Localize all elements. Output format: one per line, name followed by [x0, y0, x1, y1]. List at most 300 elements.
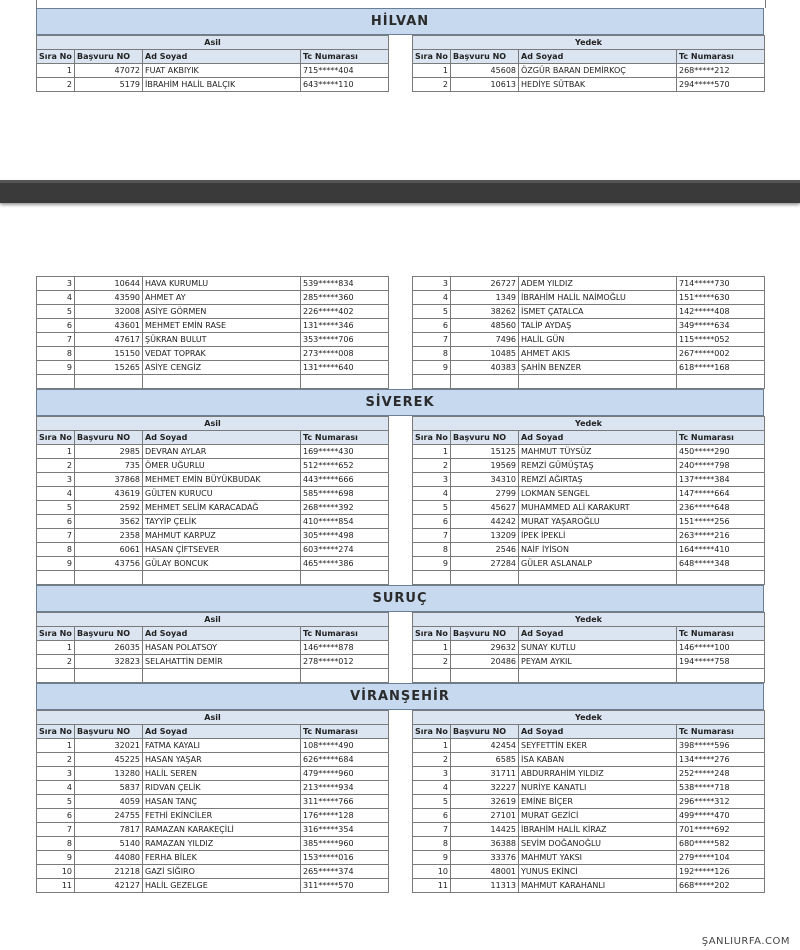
cell-sira-no: 5 — [37, 501, 75, 515]
cell-tc-numarasi: 169*****430 — [301, 445, 389, 459]
cell-sira-no: 6 — [413, 319, 451, 333]
cell-basvuru-no: 15125 — [451, 445, 519, 459]
cell-ad-soyad: İBRAHİM HALİL BALÇIK — [143, 78, 301, 92]
cell-tc-numarasi: 252*****248 — [677, 767, 765, 781]
cell-basvuru-no: 15265 — [75, 361, 143, 375]
cell-sira-no: 8 — [37, 347, 75, 361]
col-basvuru-no: Başvuru NO — [451, 725, 519, 739]
cell-basvuru-no: 2592 — [75, 501, 143, 515]
cell-ad-soyad: ÖMER UĞURLU — [143, 459, 301, 473]
cell-sira-no: 3 — [37, 473, 75, 487]
col-basvuru-no: Başvuru NO — [75, 725, 143, 739]
cell-ad-soyad: ÖZGÜR BARAN DEMİRKOÇ — [519, 64, 677, 78]
cell-tc-numarasi: 353*****706 — [301, 333, 389, 347]
cell-sira-no: 10 — [37, 865, 75, 879]
table-row — [413, 473, 765, 487]
group-header: Asil — [37, 613, 389, 627]
cell-sira-no: 5 — [413, 501, 451, 515]
table-row — [413, 361, 765, 375]
cell-sira-no: 2 — [37, 753, 75, 767]
table-row — [413, 655, 765, 669]
cell-ad-soyad: AHMET AKIS — [519, 347, 677, 361]
cell-ad-soyad: GAZİ SİĞIRO — [143, 865, 301, 879]
group-header: Yedek — [413, 711, 765, 725]
cell-tc-numarasi: 603*****274 — [301, 543, 389, 557]
cell-sira-no: 11 — [37, 879, 75, 893]
cell-ad-soyad: SELAHATTİN DEMİR — [143, 655, 301, 669]
cell-sira-no: 4 — [413, 487, 451, 501]
cell-basvuru-no: 3562 — [75, 515, 143, 529]
cell-tc-numarasi: 349*****634 — [677, 319, 765, 333]
hilvan-asil-table — [36, 35, 388, 92]
cell-ad-soyad: FERHA BİLEK — [143, 851, 301, 865]
cell-tc-numarasi: 279*****104 — [677, 851, 765, 865]
cell-ad-soyad: HEDİYE SÜTBAK — [519, 78, 677, 92]
cell-tc-numarasi: 285*****360 — [301, 291, 389, 305]
col-tc-numarasi: Tc Numarası — [677, 50, 765, 64]
table-row — [413, 557, 765, 571]
cell-tc-numarasi: 151*****256 — [677, 515, 765, 529]
cell-ad-soyad: HAVA KURUMLU — [143, 277, 301, 291]
col-tc-numarasi: Tc Numarası — [677, 627, 765, 641]
cell-ad-soyad: PEYAM AYKIL — [519, 655, 677, 669]
cell-tc-numarasi: 194*****758 — [677, 655, 765, 669]
cell-tc-numarasi: 131*****346 — [301, 319, 389, 333]
col-basvuru-no: Başvuru NO — [451, 431, 519, 445]
cell-tc-numarasi: 267*****002 — [677, 347, 765, 361]
section-title-hilvan: HİLVAN — [36, 8, 764, 35]
col-basvuru-no: Başvuru NO — [75, 50, 143, 64]
cell-tc-numarasi: 294*****570 — [677, 78, 765, 92]
section-viransehir — [36, 683, 764, 893]
cell-basvuru-no: 1349 — [451, 291, 519, 305]
table-row — [37, 459, 389, 473]
cell-basvuru-no: 45608 — [451, 64, 519, 78]
viransehir-asil-table — [36, 710, 388, 893]
cell-basvuru-no: 5837 — [75, 781, 143, 795]
cell-ad-soyad: MAHMUT KARPUZ — [143, 529, 301, 543]
cell-sira-no: 1 — [413, 739, 451, 753]
page-two — [36, 276, 764, 893]
cell-sira-no: 11 — [413, 879, 451, 893]
table-row — [413, 795, 765, 809]
section-title-siverek: SİVEREK — [36, 389, 764, 416]
cell-ad-soyad: MEHMET SELİM KARACADAĞ — [143, 501, 301, 515]
col-sira-no: Sıra No — [413, 431, 451, 445]
table-row — [413, 64, 765, 78]
cell-ad-soyad: ADEM YILDIZ — [519, 277, 677, 291]
section-siverek — [36, 389, 764, 585]
cell-sira-no: 7 — [413, 333, 451, 347]
cell-sira-no: 1 — [413, 641, 451, 655]
table-row — [413, 515, 765, 529]
group-header: Asil — [37, 417, 389, 431]
roster-table — [412, 276, 765, 389]
cell-ad-soyad: MAHMUT KARAHANLI — [519, 879, 677, 893]
cell-ad-soyad: SUNAY KUTLU — [519, 641, 677, 655]
cell-basvuru-no: 5140 — [75, 837, 143, 851]
cell-ad-soyad: ASİYE GÖRMEN — [143, 305, 301, 319]
table-row — [413, 809, 765, 823]
cell-ad-soyad: RAMAZAN YILDIZ — [143, 837, 301, 851]
cell-ad-soyad: GÜLER ASLANALP — [519, 557, 677, 571]
cell-tc-numarasi: 146*****878 — [301, 641, 389, 655]
cell-sira-no: 1 — [37, 641, 75, 655]
cell-sira-no: 8 — [413, 837, 451, 851]
cell-tc-numarasi: 263*****216 — [677, 529, 765, 543]
cell-sira-no: 8 — [37, 543, 75, 557]
table-row — [37, 529, 389, 543]
cell-ad-soyad: HALİL SEREN — [143, 767, 301, 781]
cell-basvuru-no: 10613 — [451, 78, 519, 92]
table-row — [413, 543, 765, 557]
cell-basvuru-no: 43601 — [75, 319, 143, 333]
table-row — [37, 865, 389, 879]
cell-sira-no: 2 — [37, 655, 75, 669]
cell-tc-numarasi: 311*****570 — [301, 879, 389, 893]
cell-basvuru-no: 32227 — [451, 781, 519, 795]
cell-sira-no: 7 — [37, 333, 75, 347]
section-suruc — [36, 585, 764, 683]
cell-basvuru-no: 44242 — [451, 515, 519, 529]
cell-sira-no: 9 — [37, 851, 75, 865]
cell-sira-no: 8 — [413, 543, 451, 557]
cell-basvuru-no: 13209 — [451, 529, 519, 543]
cell-ad-soyad: NAİF İYİSON — [519, 543, 677, 557]
cell-sira-no: 4 — [37, 291, 75, 305]
cell-tc-numarasi: 213*****934 — [301, 781, 389, 795]
col-tc-numarasi: Tc Numarası — [301, 50, 389, 64]
cell-sira-no: 4 — [413, 781, 451, 795]
col-ad-soyad: Ad Soyad — [519, 50, 677, 64]
cell-tc-numarasi: 311*****766 — [301, 795, 389, 809]
cell-ad-soyad: SEVİM DOĞANOĞLU — [519, 837, 677, 851]
cell-sira-no: 7 — [413, 529, 451, 543]
col-tc-numarasi: Tc Numarası — [677, 725, 765, 739]
cell-ad-soyad: MEHMET EMİN RASE — [143, 319, 301, 333]
cell-tc-numarasi: 151*****630 — [677, 291, 765, 305]
cell-tc-numarasi: 648*****348 — [677, 557, 765, 571]
cell-sira-no: 6 — [37, 515, 75, 529]
cell-ad-soyad: İPEK İPEKLİ — [519, 529, 677, 543]
cell-ad-soyad: GÜLAY BONCUK — [143, 557, 301, 571]
cell-ad-soyad: REMZİ AĞIRTAŞ — [519, 473, 677, 487]
col-basvuru-no: Başvuru NO — [75, 627, 143, 641]
table-row — [413, 781, 765, 795]
table-row — [37, 753, 389, 767]
roster-table — [36, 416, 389, 585]
cell-tc-numarasi: 465*****386 — [301, 557, 389, 571]
cell-ad-soyad: MAHMUT YAKSI — [519, 851, 677, 865]
cell-tc-numarasi: 176*****128 — [301, 809, 389, 823]
cell-tc-numarasi: 226*****402 — [301, 305, 389, 319]
cell-sira-no: 1 — [413, 445, 451, 459]
cell-ad-soyad: AHMET AY — [143, 291, 301, 305]
cell-ad-soyad: HASAN TANÇ — [143, 795, 301, 809]
cell-basvuru-no: 36388 — [451, 837, 519, 851]
viransehir-yedek-table — [412, 710, 764, 893]
cell-basvuru-no: 48001 — [451, 865, 519, 879]
cell-tc-numarasi: 115*****052 — [677, 333, 765, 347]
cell-basvuru-no: 27101 — [451, 809, 519, 823]
cell-sira-no: 9 — [413, 557, 451, 571]
siverek-yedek-table — [412, 416, 764, 585]
cell-basvuru-no: 27284 — [451, 557, 519, 571]
cell-basvuru-no: 21218 — [75, 865, 143, 879]
cell-sira-no: 9 — [37, 557, 75, 571]
table-row — [37, 333, 389, 347]
cell-sira-no: 7 — [37, 529, 75, 543]
table-row — [37, 739, 389, 753]
cell-tc-numarasi: 316*****354 — [301, 823, 389, 837]
cell-basvuru-no: 19569 — [451, 459, 519, 473]
col-ad-soyad: Ad Soyad — [143, 725, 301, 739]
cell-ad-soyad: RIDVAN ÇELİK — [143, 781, 301, 795]
section-title-viransehir: VİRANŞEHİR — [36, 683, 764, 710]
table-row — [37, 78, 389, 92]
table-row — [413, 445, 765, 459]
cell-basvuru-no: 47072 — [75, 64, 143, 78]
cell-sira-no: 1 — [37, 64, 75, 78]
cell-tc-numarasi: 450*****290 — [677, 445, 765, 459]
cell-sira-no: 6 — [37, 809, 75, 823]
table-row — [413, 823, 765, 837]
cell-basvuru-no: 43756 — [75, 557, 143, 571]
cell-basvuru-no: 33376 — [451, 851, 519, 865]
cell-tc-numarasi: 164*****410 — [677, 543, 765, 557]
cell-sira-no: 9 — [37, 361, 75, 375]
cell-basvuru-no: 32619 — [451, 795, 519, 809]
cell-ad-soyad: HASAN ÇİFTSEVER — [143, 543, 301, 557]
cell-ad-soyad: LOKMAN SENGEL — [519, 487, 677, 501]
cell-ad-soyad: ŞÜKRAN BULUT — [143, 333, 301, 347]
cell-ad-soyad: GÜLTEN KURUCU — [143, 487, 301, 501]
cell-basvuru-no: 11313 — [451, 879, 519, 893]
cell-basvuru-no: 43619 — [75, 487, 143, 501]
col-ad-soyad: Ad Soyad — [143, 50, 301, 64]
cell-tc-numarasi: 618*****168 — [677, 361, 765, 375]
cell-sira-no: 2 — [37, 78, 75, 92]
cell-basvuru-no: 43590 — [75, 291, 143, 305]
cell-basvuru-no: 14425 — [451, 823, 519, 837]
table-row — [413, 739, 765, 753]
cell-tc-numarasi: 192*****126 — [677, 865, 765, 879]
cell-basvuru-no: 2985 — [75, 445, 143, 459]
group-header: Yedek — [413, 417, 765, 431]
cell-basvuru-no: 5179 — [75, 78, 143, 92]
table-row — [413, 529, 765, 543]
cell-ad-soyad: VEDAT TOPRAK — [143, 347, 301, 361]
col-sira-no: Sıra No — [413, 627, 451, 641]
col-tc-numarasi: Tc Numarası — [301, 627, 389, 641]
cell-basvuru-no: 42454 — [451, 739, 519, 753]
cell-sira-no: 8 — [413, 347, 451, 361]
cell-ad-soyad: ASİYE CENGİZ — [143, 361, 301, 375]
cell-tc-numarasi: 626*****684 — [301, 753, 389, 767]
roster-table — [412, 612, 765, 683]
col-basvuru-no: Başvuru NO — [75, 431, 143, 445]
siverek-asil-table — [36, 416, 388, 585]
roster-table — [36, 710, 389, 893]
cell-ad-soyad: İSA KABAN — [519, 753, 677, 767]
cell-basvuru-no: 7496 — [451, 333, 519, 347]
roster-table — [412, 710, 765, 893]
cell-tc-numarasi: 643*****110 — [301, 78, 389, 92]
cell-ad-soyad: HASAN YAŞAR — [143, 753, 301, 767]
table-row — [413, 487, 765, 501]
table-row — [413, 879, 765, 893]
table-row — [413, 333, 765, 347]
cell-sira-no: 5 — [37, 795, 75, 809]
cell-tc-numarasi: 499*****470 — [677, 809, 765, 823]
cell-ad-soyad: MAHMUT TÜYSÜZ — [519, 445, 677, 459]
table-row — [37, 851, 389, 865]
col-sira-no: Sıra No — [37, 431, 75, 445]
table-row — [37, 319, 389, 333]
cell-tc-numarasi: 714*****730 — [677, 277, 765, 291]
cell-basvuru-no: 24755 — [75, 809, 143, 823]
col-tc-numarasi: Tc Numarası — [677, 431, 765, 445]
table-row — [37, 767, 389, 781]
cell-basvuru-no: 48560 — [451, 319, 519, 333]
cell-basvuru-no: 38262 — [451, 305, 519, 319]
col-ad-soyad: Ad Soyad — [143, 627, 301, 641]
table-row — [37, 823, 389, 837]
hilvan-yedek-table — [412, 35, 764, 92]
previous-rows-strip — [36, 0, 766, 8]
empty-row — [413, 375, 765, 389]
cont-asil-table — [36, 276, 388, 389]
cell-basvuru-no: 42127 — [75, 879, 143, 893]
cell-tc-numarasi: 131*****640 — [301, 361, 389, 375]
section-hilvan — [36, 8, 764, 92]
cell-ad-soyad: MEHMET EMİN BÜYÜKBUDAK — [143, 473, 301, 487]
cell-tc-numarasi: 585*****698 — [301, 487, 389, 501]
cell-sira-no: 2 — [37, 459, 75, 473]
cell-sira-no: 6 — [413, 809, 451, 823]
cell-sira-no: 4 — [37, 487, 75, 501]
empty-row — [37, 375, 389, 389]
cell-sira-no: 2 — [413, 655, 451, 669]
cell-basvuru-no: 20486 — [451, 655, 519, 669]
cell-basvuru-no: 735 — [75, 459, 143, 473]
cell-ad-soyad: EMİNE BİÇER — [519, 795, 677, 809]
cell-sira-no: 2 — [413, 78, 451, 92]
cell-tc-numarasi: 134*****276 — [677, 753, 765, 767]
cell-ad-soyad: HASAN POLATSOY — [143, 641, 301, 655]
cell-tc-numarasi: 385*****960 — [301, 837, 389, 851]
cell-ad-soyad: İBRAHİM HALİL KİRAZ — [519, 823, 677, 837]
cell-tc-numarasi: 278*****012 — [301, 655, 389, 669]
cell-sira-no: 8 — [37, 837, 75, 851]
cell-tc-numarasi: 715*****404 — [301, 64, 389, 78]
group-header: Asil — [37, 711, 389, 725]
cell-basvuru-no: 44080 — [75, 851, 143, 865]
cell-basvuru-no: 6061 — [75, 543, 143, 557]
col-tc-numarasi: Tc Numarası — [301, 725, 389, 739]
cell-tc-numarasi: 265*****374 — [301, 865, 389, 879]
cell-basvuru-no: 2358 — [75, 529, 143, 543]
col-sira-no: Sıra No — [37, 725, 75, 739]
cont-yedek-table — [412, 276, 764, 389]
cell-tc-numarasi: 479*****960 — [301, 767, 389, 781]
cell-sira-no: 3 — [413, 277, 451, 291]
cell-ad-soyad: DEVRAN AYLAR — [143, 445, 301, 459]
cell-tc-numarasi: 701*****692 — [677, 823, 765, 837]
cell-basvuru-no: 45225 — [75, 753, 143, 767]
cell-tc-numarasi: 680*****582 — [677, 837, 765, 851]
cell-sira-no: 1 — [413, 64, 451, 78]
cell-tc-numarasi: 668*****202 — [677, 879, 765, 893]
cell-ad-soyad: FUAT AKBIYIK — [143, 64, 301, 78]
table-row — [37, 445, 389, 459]
table-row — [413, 753, 765, 767]
cell-tc-numarasi: 268*****392 — [301, 501, 389, 515]
table-row — [37, 781, 389, 795]
col-sira-no: Sıra No — [37, 627, 75, 641]
table-row — [37, 487, 389, 501]
cell-basvuru-no: 47617 — [75, 333, 143, 347]
table-row — [413, 319, 765, 333]
table-row — [37, 277, 389, 291]
cell-sira-no: 3 — [413, 473, 451, 487]
cell-tc-numarasi: 137*****384 — [677, 473, 765, 487]
cell-basvuru-no: 26727 — [451, 277, 519, 291]
col-sira-no: Sıra No — [413, 50, 451, 64]
cell-basvuru-no: 2546 — [451, 543, 519, 557]
cell-ad-soyad: İSMET ÇATALCA — [519, 305, 677, 319]
table-row — [413, 347, 765, 361]
table-row — [413, 459, 765, 473]
cell-sira-no: 6 — [413, 515, 451, 529]
roster-table — [412, 416, 765, 585]
table-row — [37, 64, 389, 78]
table-row — [413, 305, 765, 319]
cell-tc-numarasi: 146*****100 — [677, 641, 765, 655]
table-row — [37, 543, 389, 557]
cell-tc-numarasi: 512*****652 — [301, 459, 389, 473]
cell-ad-soyad: TAYYİP ÇELİK — [143, 515, 301, 529]
cell-sira-no: 4 — [413, 291, 451, 305]
cell-tc-numarasi: 236*****648 — [677, 501, 765, 515]
cell-tc-numarasi: 147*****664 — [677, 487, 765, 501]
suruc-yedek-table — [412, 612, 764, 683]
cell-ad-soyad: ABDURRAHİM YILDIZ — [519, 767, 677, 781]
cell-basvuru-no: 6585 — [451, 753, 519, 767]
roster-table — [36, 612, 389, 683]
cell-tc-numarasi: 142*****408 — [677, 305, 765, 319]
cell-tc-numarasi: 443*****666 — [301, 473, 389, 487]
cell-sira-no: 3 — [37, 767, 75, 781]
table-row — [413, 78, 765, 92]
empty-row — [37, 571, 389, 585]
cell-ad-soyad: FATMA KAYALI — [143, 739, 301, 753]
table-row — [413, 277, 765, 291]
empty-row — [37, 669, 389, 683]
cell-basvuru-no: 31711 — [451, 767, 519, 781]
cell-ad-soyad: YUNUS EKİNCİ — [519, 865, 677, 879]
table-row — [413, 865, 765, 879]
page-one — [36, 8, 764, 92]
cell-ad-soyad: HALİL GÜN — [519, 333, 677, 347]
empty-row — [413, 669, 765, 683]
cell-basvuru-no: 7817 — [75, 823, 143, 837]
page-divider — [0, 180, 800, 203]
cell-tc-numarasi: 268*****212 — [677, 64, 765, 78]
cell-sira-no: 4 — [37, 781, 75, 795]
section-continuation — [36, 276, 764, 389]
cell-ad-soyad: ŞAHİN BENZER — [519, 361, 677, 375]
